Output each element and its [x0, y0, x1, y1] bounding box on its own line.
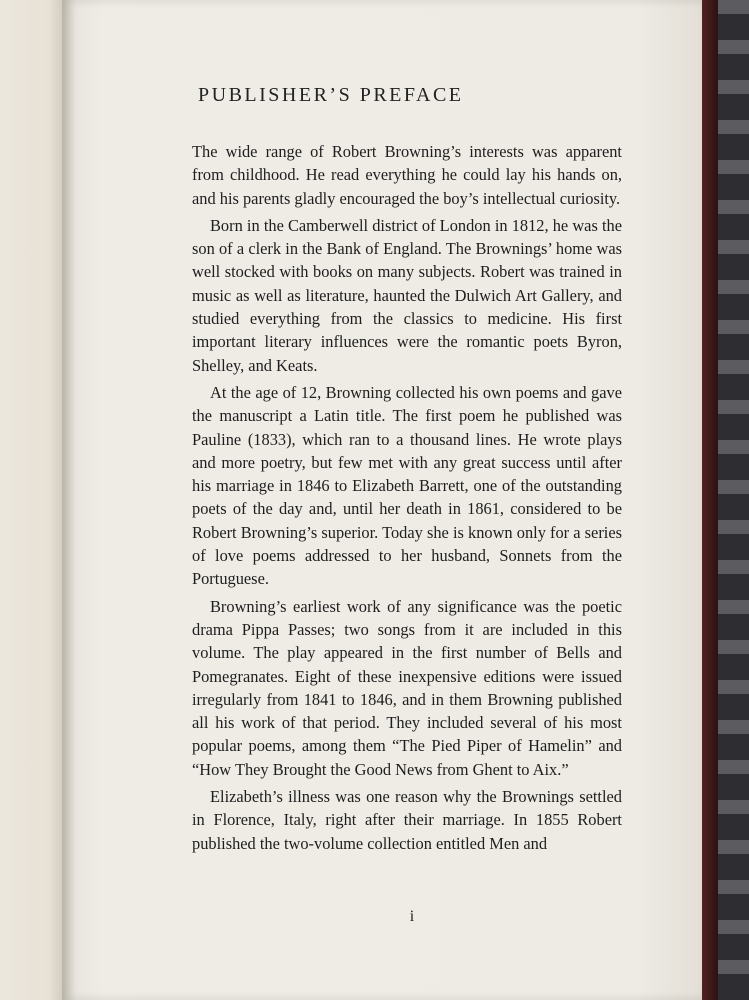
left-facing-page	[0, 0, 70, 1000]
paragraph-3: At the age of 12, Browning collected his own poems and gave the manuscript a Latin title. The first poem he published was Pauline (1833), which ran to a thousand lines. He wrote plays and more poetry, but few met with any great success until after his marriage in 1846 to Elizabeth Barrett, one of the outstanding poets of the day and, until her death in 1861, considered to be Robert Browning’s superior. Today she is known only for a series of love poems addressed to her husband, Sonnets from the Portuguese.	[192, 382, 622, 589]
book-page	[62, 0, 702, 1000]
paragraph-5: Elizabeth’s illness was one reason why the Brownings settled in Florence, Italy, right after their marriage. In 1855 Robert published the two-volume collection entitled Men and	[192, 787, 622, 853]
paragraph-1: The wide range of Robert Browning’s interests was apparent from childhood. He read everything he could lay his hands on, and his parents gladly encouraged the boy’s intellectual curiosity.	[192, 142, 622, 208]
paragraph-2: Born in the Camberwell district of London in 1812, he was the son of a clerk in the Bank of England. The Brownings’ home was well stocked with books on many subjects. Robert was trained in music as well as literature, haunted the Dulwich Art Gallery, and studied everything from the classics to medicine. His first important literary influences were the romantic poets Byron, Shelley, and Keats.	[192, 215, 622, 375]
paragraph-4: Browning’s earliest work of any significance was the poetic drama Pippa Passes; two songs from it are included in this volume. The play appeared in the first number of Bells and Pomegranates. Eight of these inexpensive editions were issued irregularly from 1841 to 1846, and in them Browning published all his work of that period. They included several of his most popular poems, among them “The Pied Piper of Hamelin” and “How They Brought the Good News from Ghent to Aix.”	[192, 596, 622, 779]
page-number: i	[409, 908, 415, 925]
page-title: PUBLISHER’S PREFACE	[198, 84, 464, 106]
preface-body	[192, 140, 622, 855]
